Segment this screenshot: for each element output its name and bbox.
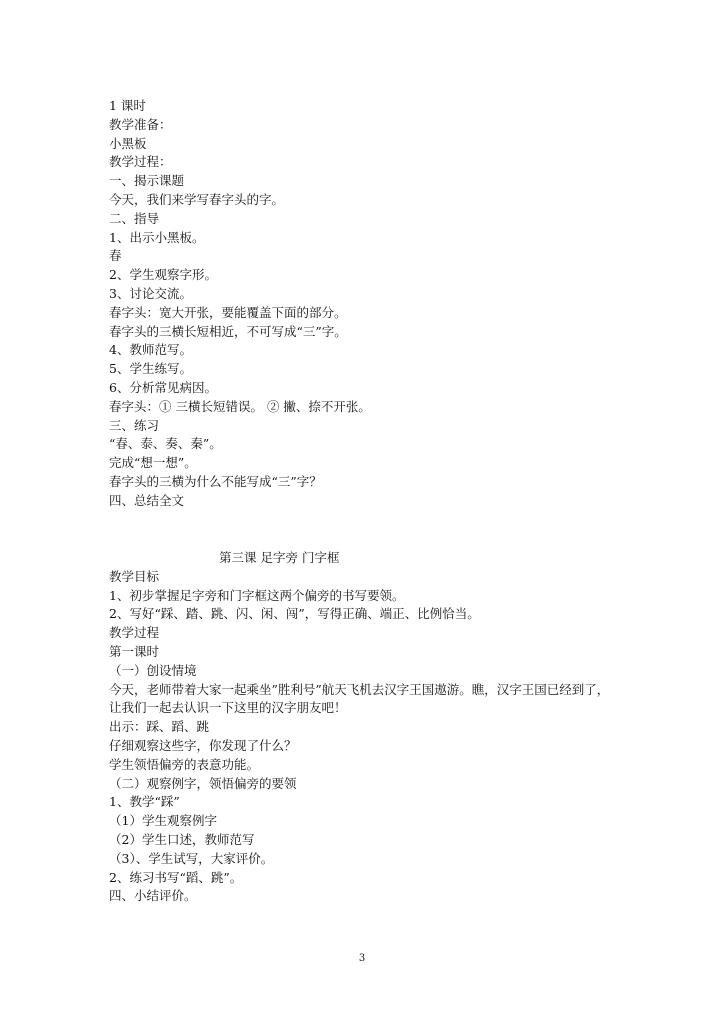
text-line: 教学过程： [109,154,172,170]
text-line: 教学准备： [109,116,172,132]
text-line: （1）学生观察例字 [109,813,217,829]
text-line: 1 课时 [109,98,146,113]
lesson-title: 第三课 足字旁 门字框 [219,550,340,565]
text-line: “春、泰、奏、秦”。 [109,436,222,452]
text-line: 四、总结全文 [109,492,185,508]
text-line: 1、教学“踩” [109,794,180,810]
lesson-plan-section-1 [109,97,689,511]
text-line: 2、学生观察字形。 [109,267,217,283]
text-line: 春字头的三横长短相近，不可写成“三”字。 [109,323,347,339]
text-line: 5、学生练写。 [109,361,192,377]
text-line: 1、出示小黑板。 [109,229,205,245]
text-line: 1、初步掌握足字旁和门字框这两个偏旁的书写要领。 [109,587,405,603]
text-line: 教学目标 [109,568,160,584]
text-line: 春字头：① 三横长短错误。 ② 撇、捺不开张。 [109,398,371,414]
text-line: 让我们一起去认识一下这里的汉字朋友吧！ [109,700,347,716]
text-line: 仔细观察这些字，你发现了什么？ [109,737,297,753]
text-line: 3、讨论交流。 [109,285,192,301]
text-line: 4、教师范写。 [109,342,192,358]
text-line: 6、分析常见病因。 [109,379,217,395]
text-line: 今天，我们来学写春字头的字。 [109,191,285,207]
page-number: 3 [358,953,366,964]
text-line: （3）、学生试写，大家评价。 [109,850,274,866]
text-line: 春字头的三横为什么不能写成“三”字？ [109,473,322,489]
text-line: 四、小结评价。 [109,888,197,904]
text-line: 学生领悟偏旁的表意功能。 [109,756,260,772]
text-line: 出示：踩、蹈、跳 [109,719,210,735]
text-line: 一、揭示课题 [109,173,185,189]
text-line: 三、练习 [109,417,160,433]
text-line: 春字头：宽大开张，要能覆盖下面的部分。 [109,304,347,320]
text-line: 二、指导 [109,210,160,226]
text-line: 完成“想一想”。 [109,455,197,471]
text-line: 2、写好“踩、踏、跳、闪、闲、闯”，写得正确、端正、比例恰当。 [109,606,480,622]
text-line: 小黑板 [109,135,147,151]
lesson-plan-section-2 [109,549,689,906]
text-line: （2）学生口述，教师范写 [109,831,255,847]
text-line: 教学过程 [109,625,160,641]
text-line: 今天，老师带着大家一起乘坐”胜利号”航天飞机去汉字王国遨游。瞧，汉字王国已经到了， [109,681,610,697]
text-line: 第一课时 [109,643,160,659]
text-line: （一）创设情境 [109,662,197,678]
text-line: 春 [109,248,122,264]
text-line: 2、练习书写“蹈、跳”。 [109,869,243,885]
text-line: （二）观察例字，领悟偏旁的要领 [109,775,297,791]
